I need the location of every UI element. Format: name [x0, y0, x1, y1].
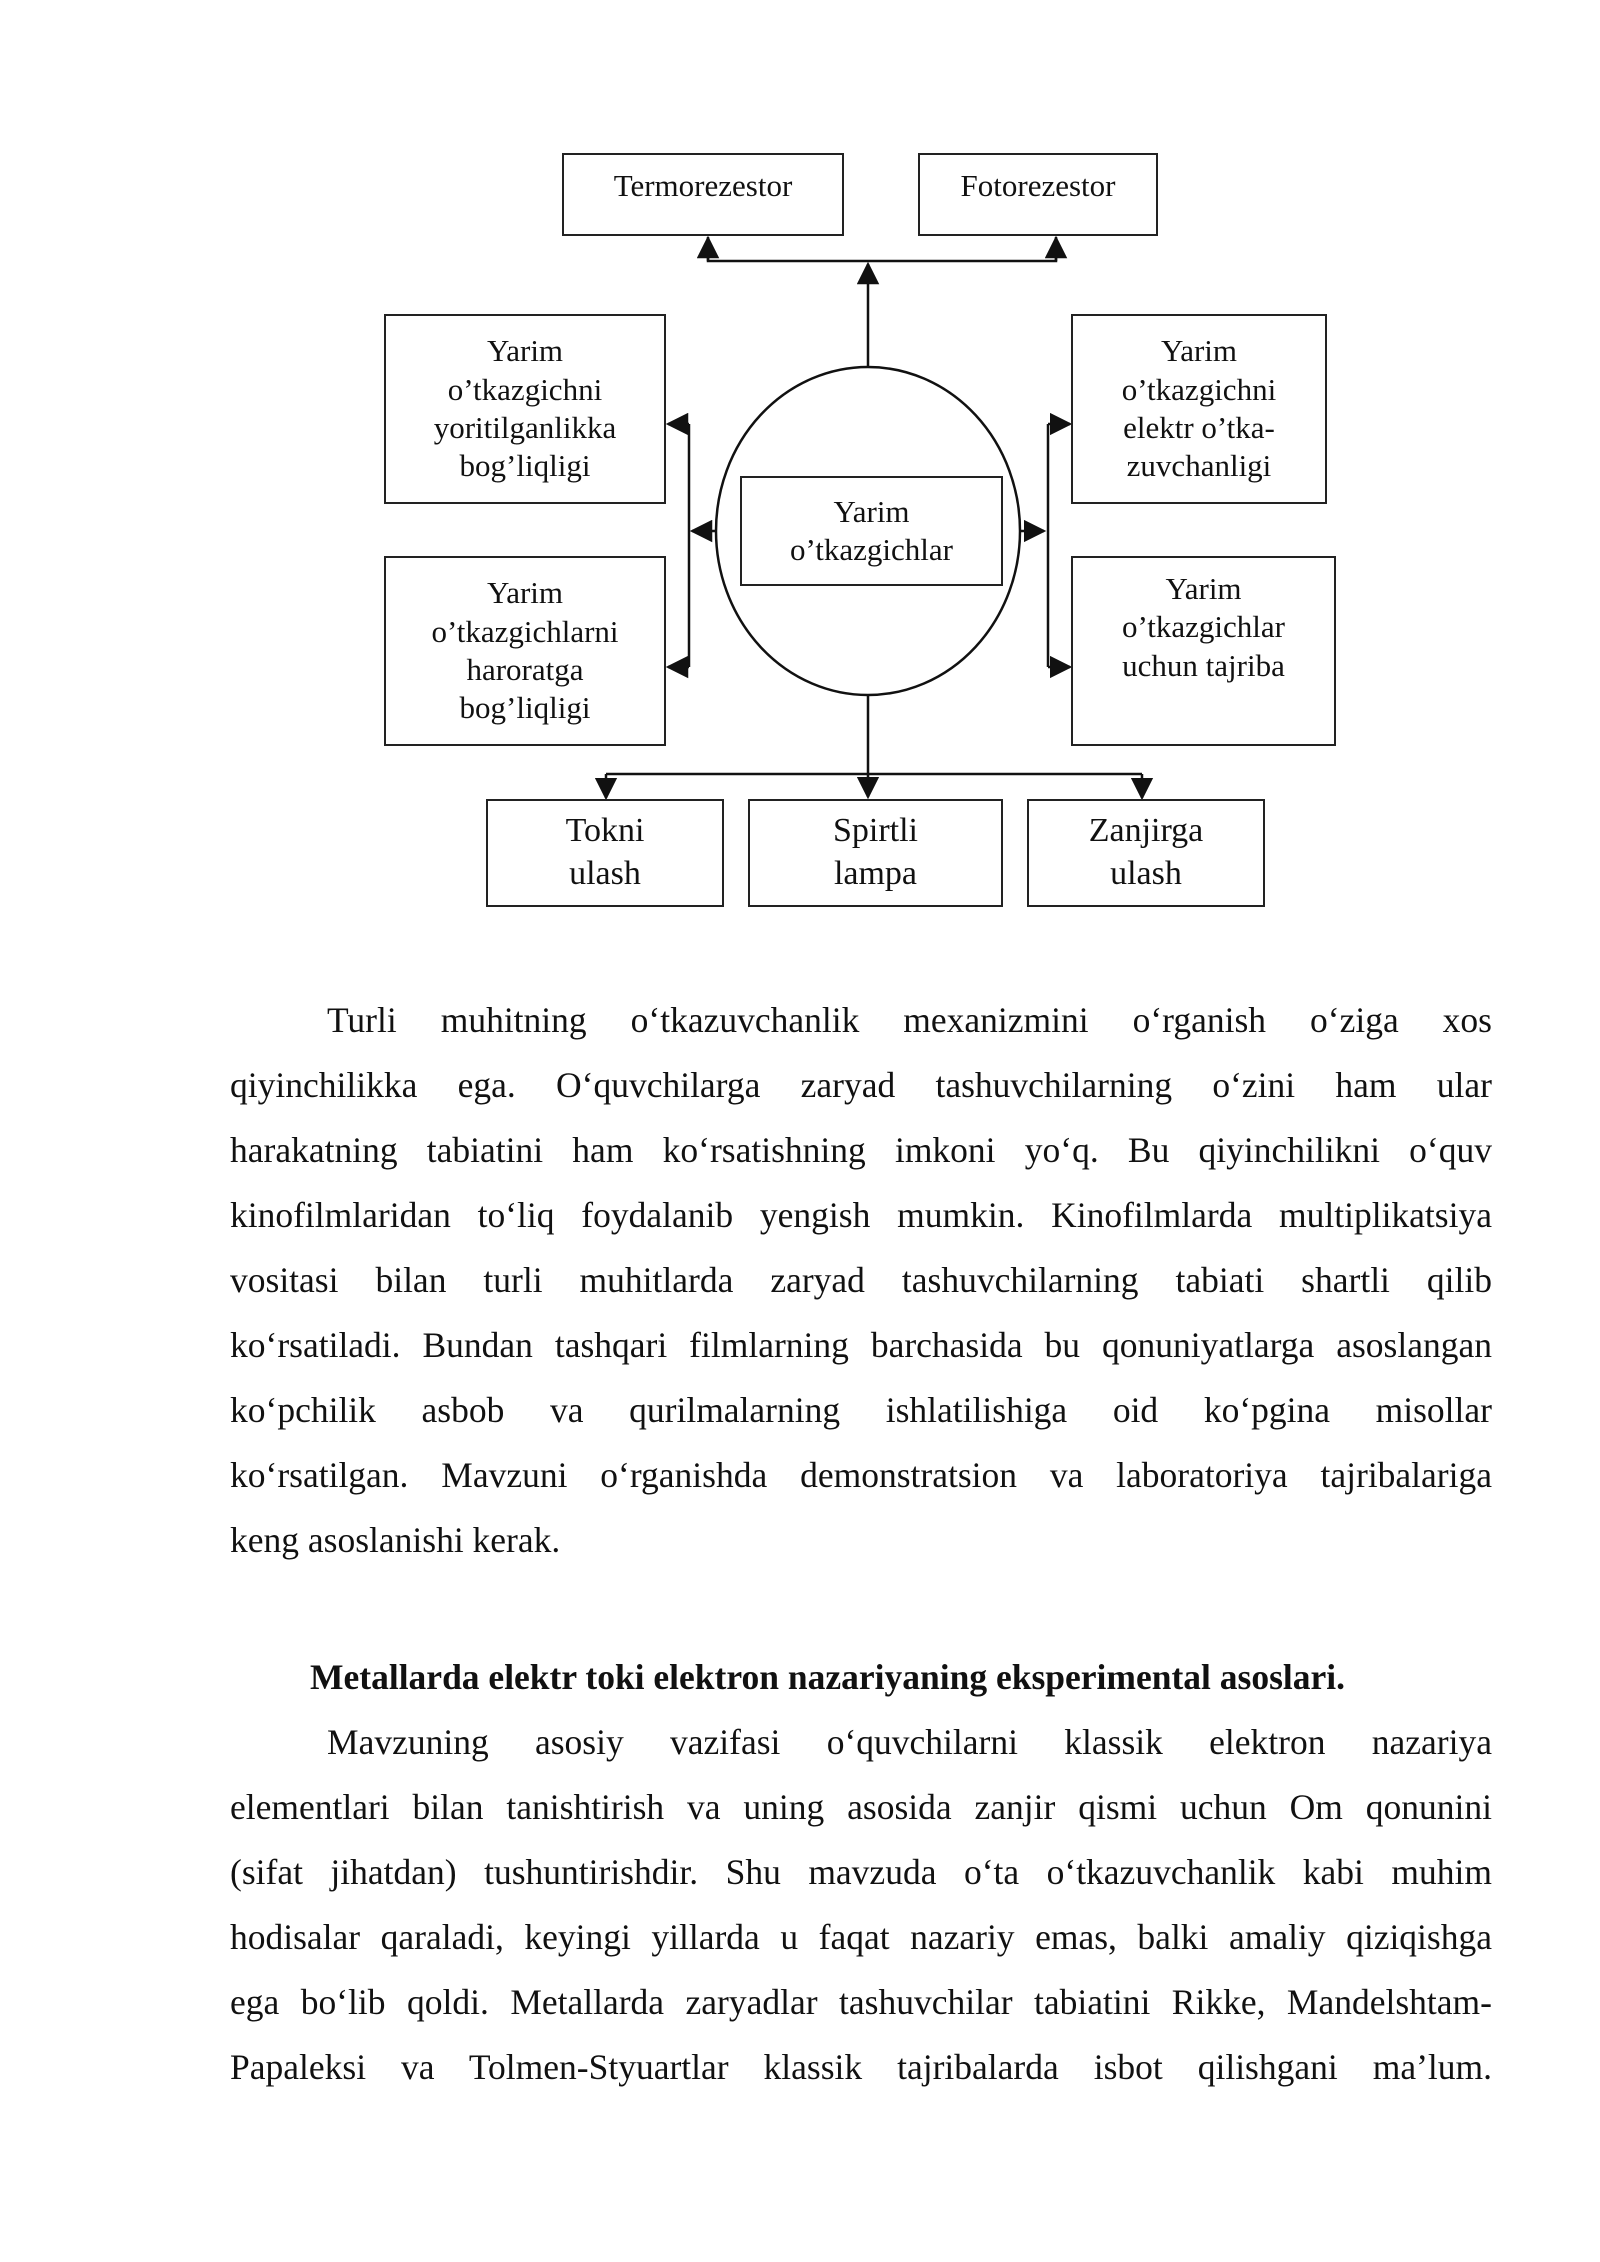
paragraph-2: [230, 1710, 1492, 2100]
spirit-lamp-box: Spirtli lampa: [748, 799, 1003, 907]
paragraph-1: [230, 988, 1492, 1573]
section-heading: Metallarda elektr toki elektron nazariyaning eksperimental asoslari.: [310, 1657, 1345, 1697]
paragraph-line: ko‘rsatilgan. Mavzuni o‘rganishda demonstratsion va laboratoriya tajribalariga: [230, 1455, 1492, 1495]
experiment-box: Yarim o’tkazgichlar uchun tajriba: [1071, 556, 1336, 746]
paragraph-line: Mavzuning asosiy vazifasi o‘quvchilarni klassik elektron nazariya: [327, 1722, 1492, 1762]
circuit-connect-box: Zanjirga ulash: [1027, 799, 1265, 907]
center-box: Yarim o’tkazgichlar: [740, 476, 1003, 586]
fotorezestor-box: Fotorezestor: [918, 153, 1158, 236]
temperature-dependence-box: Yarim o’tkazgichlarni haroratga bog’liqligi: [384, 556, 666, 746]
termorezestor-box: Termorezestor: [562, 153, 844, 236]
paragraph-line: ko‘rsatiladi. Bundan tashqari filmlarning barchasida bu qonuniyatlarga asoslangan: [230, 1325, 1492, 1365]
paragraph-line: qiyinchilikka ega. O‘quvchilarga zaryad tashuvchilarning o‘zini ham ular: [230, 1065, 1492, 1105]
paragraph-line: ko‘pchilik asbob va qurilmalarning ishlatilishiga oid ko‘pgina misollar: [230, 1390, 1492, 1430]
paragraph-line: (sifat jihatdan) tushuntirishdir. Shu mavzuda o‘ta o‘tkazuvchanlik kabi muhim: [230, 1852, 1492, 1892]
connector-top-split: [708, 237, 1056, 261]
light-dependence-box: Yarim o’tkazgichni yoritilganlikka bog’liqligi: [384, 314, 666, 504]
paragraph-line: Papaleksi va Tolmen-Styuartlar klassik tajribalarda isbot qilishgani ma’lum.: [230, 2047, 1492, 2087]
paragraph-line: ega bo‘lib qoldi. Metallarda zaryadlar tashuvchilar tabiatini Rikke, Mandelshtam-: [230, 1982, 1492, 2022]
conductivity-box: Yarim o’tkazgichni elektr o’tka- zuvchanligi: [1071, 314, 1327, 504]
paragraph-line: vositasi bilan turli muhitlarda zaryad tashuvchilarning tabiati shartli qilib: [230, 1260, 1492, 1300]
paragraph-line: elementlari bilan tanishtirish va uning asosida zanjir qismi uchun Om qonunini: [230, 1787, 1492, 1827]
current-connect-box: Tokni ulash: [486, 799, 724, 907]
paragraph-line: hodisalar qaraladi, keyingi yillarda u faqat nazariy emas, balki amaliy qiziqishga: [230, 1917, 1492, 1957]
paragraph-line: harakatning tabiatini ham ko‘rsatishning imkoni yo‘q. Bu qiyinchilikni o‘quv: [230, 1130, 1492, 1170]
paragraph-line: keng asoslanishi kerak.: [230, 1520, 561, 1560]
paragraph-line: kinofilmlaridan to‘liq foydalanib yengish mumkin. Kinofilmlarda multiplikatsiya: [230, 1195, 1492, 1235]
paragraph-line: Turli muhitning o‘tkazuvchanlik mexanizmini o‘rganish o‘ziga xos: [327, 1000, 1492, 1040]
